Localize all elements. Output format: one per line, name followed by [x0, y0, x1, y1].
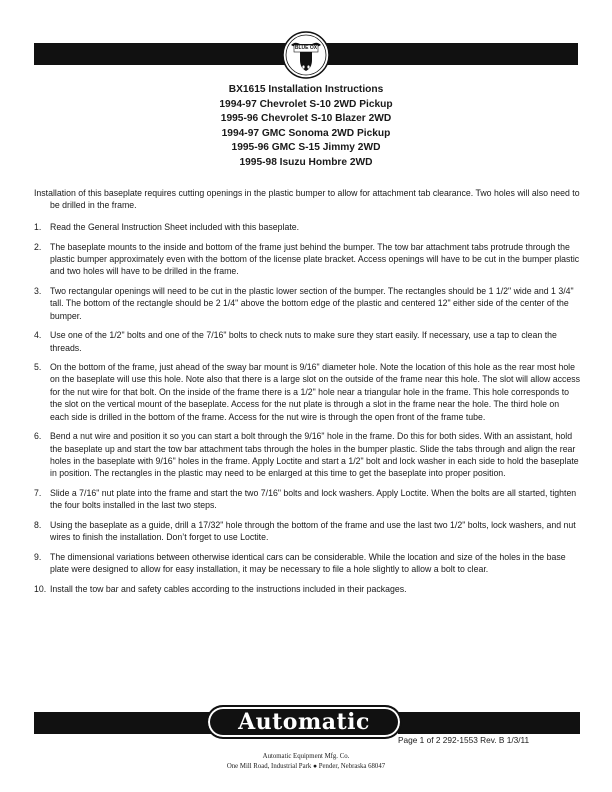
step-number: 1. [34, 222, 42, 232]
vehicle-line: 1995-96 Chevrolet S-10 Blazer 2WD [220, 113, 392, 125]
step-text: Install the tow bar and safety cables according to the instructions included in their packages. [50, 583, 407, 594]
step-text: The dimensional variations between otherwise identical cars can be considerable. While the location and size of the holes in the base plate were designed to allow for easy installation, it may be necessary to file a hole slightly to allow a bolt to clear. [50, 551, 566, 575]
title-block [0, 83, 612, 171]
page-info: Page 1 of 2 292-1553 Rev. B 1/3/11 [398, 735, 530, 745]
blue-ox-logo [281, 30, 331, 80]
step-number: 10. [34, 583, 47, 594]
intro-paragraph: Installation of this baseplate requires cutting openings in the plastic bumper to allow for attachment tab clearance. Two holes will also need to be drilled in the frame. [34, 188, 580, 211]
doc-title: BX1615 Installation Instructions [228, 84, 384, 95]
vehicle-line: 1995-96 GMC S-15 Jimmy 2WD [231, 142, 381, 154]
step-number: 5. [34, 362, 42, 373]
step-number: 4. [34, 330, 42, 341]
step-item [34, 583, 580, 595]
step-number: 9. [34, 551, 42, 562]
step-number: 8. [34, 519, 42, 530]
step-text: Two rectangular openings will need to be cut in the plastic lower section of the bumper. The rectangles should be 1 1/2" wide and 1 3/4" tall. The bottom of the rectangle should be 2 1/4" above the bottom edge of the plastic and centered 12" either side of the center of the bumper. [50, 285, 574, 321]
step-number: 3. [34, 285, 42, 296]
instruction-steps [34, 221, 580, 602]
step-text: Bend a nut wire and position it so you can start a bolt through the 9/16" hole in the frame. Do this for both sides. With an assistant, hold the baseplate up and start the tow bar attachment tabs through the holes in the bumper plastic. Slide the tabs through and align the rear holes in the baseplate with 9/16" holes in the frame. Apply Loctite and start a 1/2" bolt and lock washer in each side to hold the baseplate in position. The rectangles in the plastic may need to be enlarged at this time to get the baseplate into proper position. [50, 431, 579, 479]
step-text: Using the baseplate as a guide, drill a 17/32" hole through the bottom of the frame and use the last two 1/2" bolts, lock washers, and nut wires to finish the installation. Don’t forget to use Loctite. [50, 519, 576, 543]
step-number: 7. [34, 487, 42, 498]
logo-text: BLUE OX [294, 45, 318, 51]
brand-text: Automatic [238, 709, 370, 735]
step-item [34, 487, 580, 512]
step-item [34, 361, 580, 423]
step-number: 2. [34, 241, 42, 252]
footer-company: Automatic Equipment Mfg. Co. [262, 753, 350, 760]
footer [0, 752, 612, 772]
step-number: 6. [34, 431, 42, 442]
step-text: Use one of the 1/2" bolts and one of the 7/16" bolts to check nuts to make sure they start easily. If necessary, use a tap to clean the threads. [50, 330, 557, 353]
step-text: Read the General Instruction Sheet included with this baseplate. [50, 222, 300, 232]
step-item [34, 329, 580, 354]
footer-address: One Mill Road, Industrial Park ● Pender, Nebraska 68047 [226, 763, 386, 770]
step-item [34, 519, 580, 544]
step-item [34, 551, 580, 576]
vehicle-line: 1994-97 Chevrolet S-10 2WD Pickup [219, 98, 393, 110]
vehicle-line: 1995-98 Isuzu Hombre 2WD [239, 156, 373, 168]
step-text: The baseplate mounts to the inside and bottom of the frame just behind the bumper. The tow bar attachment tabs protrude through the plastic bumper approximately even with the bottom of the license plate bracket. Access openings will have to be cut in the bumper plastic and two holes will have to be drilled in the frame. [50, 241, 580, 277]
automatic-logo [206, 705, 402, 739]
step-item [34, 241, 580, 278]
step-text: Slide a 7/16" nut plate into the frame and start the two 7/16" bolts and lock washers. Apply Loctite. When the bolts are all started, tighten the four bolts installed in the last two steps. [50, 487, 577, 511]
bar-left [34, 712, 212, 734]
vehicle-line: 1994-97 GMC Sonoma 2WD Pickup [221, 127, 391, 139]
step-text: On the bottom of the frame, just ahead of the sway bar mount is 9/16" diameter hole. Note the location of this hole as the rear most hole on the baseplate will use this hole. Note also that there is a large slot on the outside of the frame near this hole. The slot will allow access for the nut wire for that bolt. On the inside of the frame there is a 1/2" hole near a triangular hole in the frame. This hole corresponds to the slot on the vertical mount of the baseplate. Access for the nut plate is through a slot in the frame near the hole. The third hole on each side is drilled in the bottom of the frame. Access for the nut wire is through the open front of the frame tube. [50, 362, 580, 422]
bar-right [398, 712, 580, 734]
step-item [34, 430, 580, 480]
step-item [34, 221, 580, 233]
step-item [34, 285, 580, 322]
